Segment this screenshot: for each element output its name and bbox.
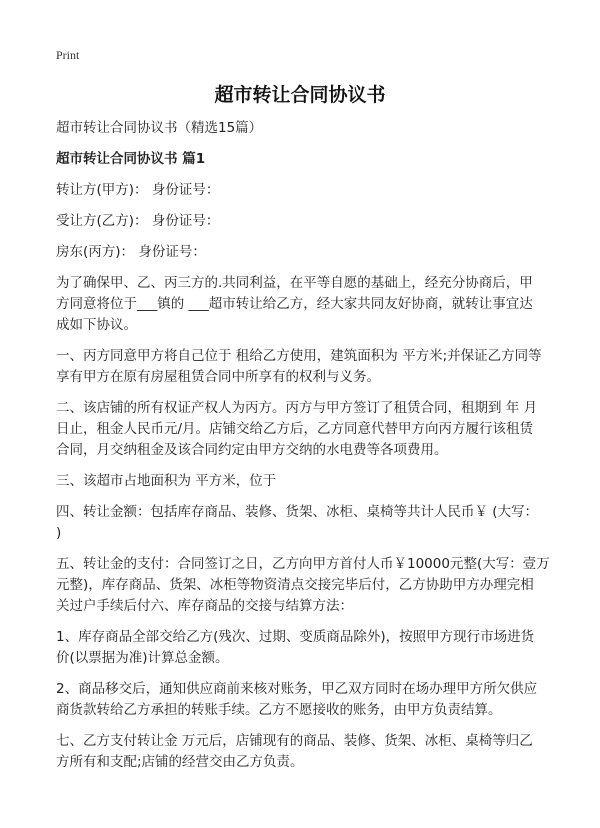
paragraph [56,731,556,773]
paragraph-line: 日止，租金人民币元/月。店铺交给乙方后，乙方同意代替甲方向丙方履行该租赁 [56,421,534,437]
paragraph-line: 成如下协议。 [56,317,137,333]
paragraph-line: 转让方(甲方)： 身份证号： [56,182,220,198]
paragraph [56,471,556,492]
paragraph [56,627,556,669]
paragraph-line: 二、该店铺的所有权证产权人为丙方。丙方与甲方签订了租赁合同，租期到 年 月 [56,400,538,416]
paragraph-line: 1、库存商品全部交给乙方(残次、过期、变质商品除外)，按照甲方现行市场进货 [56,629,535,645]
paragraph-line: 七、乙方支付转让金 万元后，店铺现有的商品、装修、货架、冰柜、桌椅等归乙 [56,733,533,749]
paragraph-line: 五、转让金的支付：合同签订之日，乙方向甲方首付人币￥10000元整(大写：壹万 [56,556,550,572]
paragraph [56,679,556,721]
paragraph-line: 价(以票据为准)计算总金额。 [56,650,229,666]
paragraph-line: 2、商品移交后，通知供应商前来核对账务，甲乙双方同时在场办理甲方所欠供应 [56,681,538,697]
paragraph-line: 方同意将位于___镇的 ___超市转让给乙方，经大家共同友好协商，就转让事宜达 [56,296,533,312]
paragraph-line: 受让方(乙方)： 身份证号： [56,213,220,229]
subtitle: 超市转让合同协议书（精选15篇） [56,120,263,136]
paragraph-line: 商货款转给乙方承担的转账手续。乙方不愿接收的账务，由甲方负责结算。 [56,702,502,718]
paragraph-line: 合同，月交纳租金及该合同约定由甲方交纳的水电费等各项费用。 [56,442,448,458]
paragraph-line: 方所有和支配;店铺的经营交由乙方负责。 [56,754,304,770]
paragraph [56,502,556,544]
paragraph [56,398,556,461]
paragraph-line: 关过户手续后付六、库存商品的交接与结算方法： [56,598,353,614]
paragraph [56,180,556,201]
paragraph [56,554,556,617]
document-body [56,118,556,783]
paragraph [56,242,556,263]
paragraph-line: 享有甲方在原有房屋租赁合同中所享有的权利与义务。 [56,369,380,385]
paragraph [56,211,556,232]
paragraph-line: 为了确保甲、乙、丙三方的.共同利益，在平等自愿的基础上，经充分协商后，甲 [56,275,533,291]
paragraph-line: 四、转让金额：包括库存商品、装修、货架、冰柜、桌椅等共计人民币￥ (大写： [56,504,539,520]
paragraph-line: ) [56,525,62,541]
section-heading: 超市转让合同协议书 篇1 [56,151,206,167]
paragraph-line: 元整)，库存商品、货架、冰柜等物资清点交接完毕后付，乙方协助甲方办理完相 [56,577,534,593]
page-title: 超市转让合同协议书 [214,84,386,106]
paragraph-list [56,180,556,773]
paragraph-line: 三、该超市占地面积为 平方米，位于 [56,473,277,489]
print-link[interactable]: Print [56,48,80,62]
paragraph [56,346,556,388]
paragraph-line: 房东(丙方)： 身份证号： [56,244,206,260]
paragraph [56,273,556,336]
paragraph-line: 一、丙方同意甲方将自己位于 租给乙方使用，建筑面积为 平方米;并保证乙方同等 [56,348,542,364]
